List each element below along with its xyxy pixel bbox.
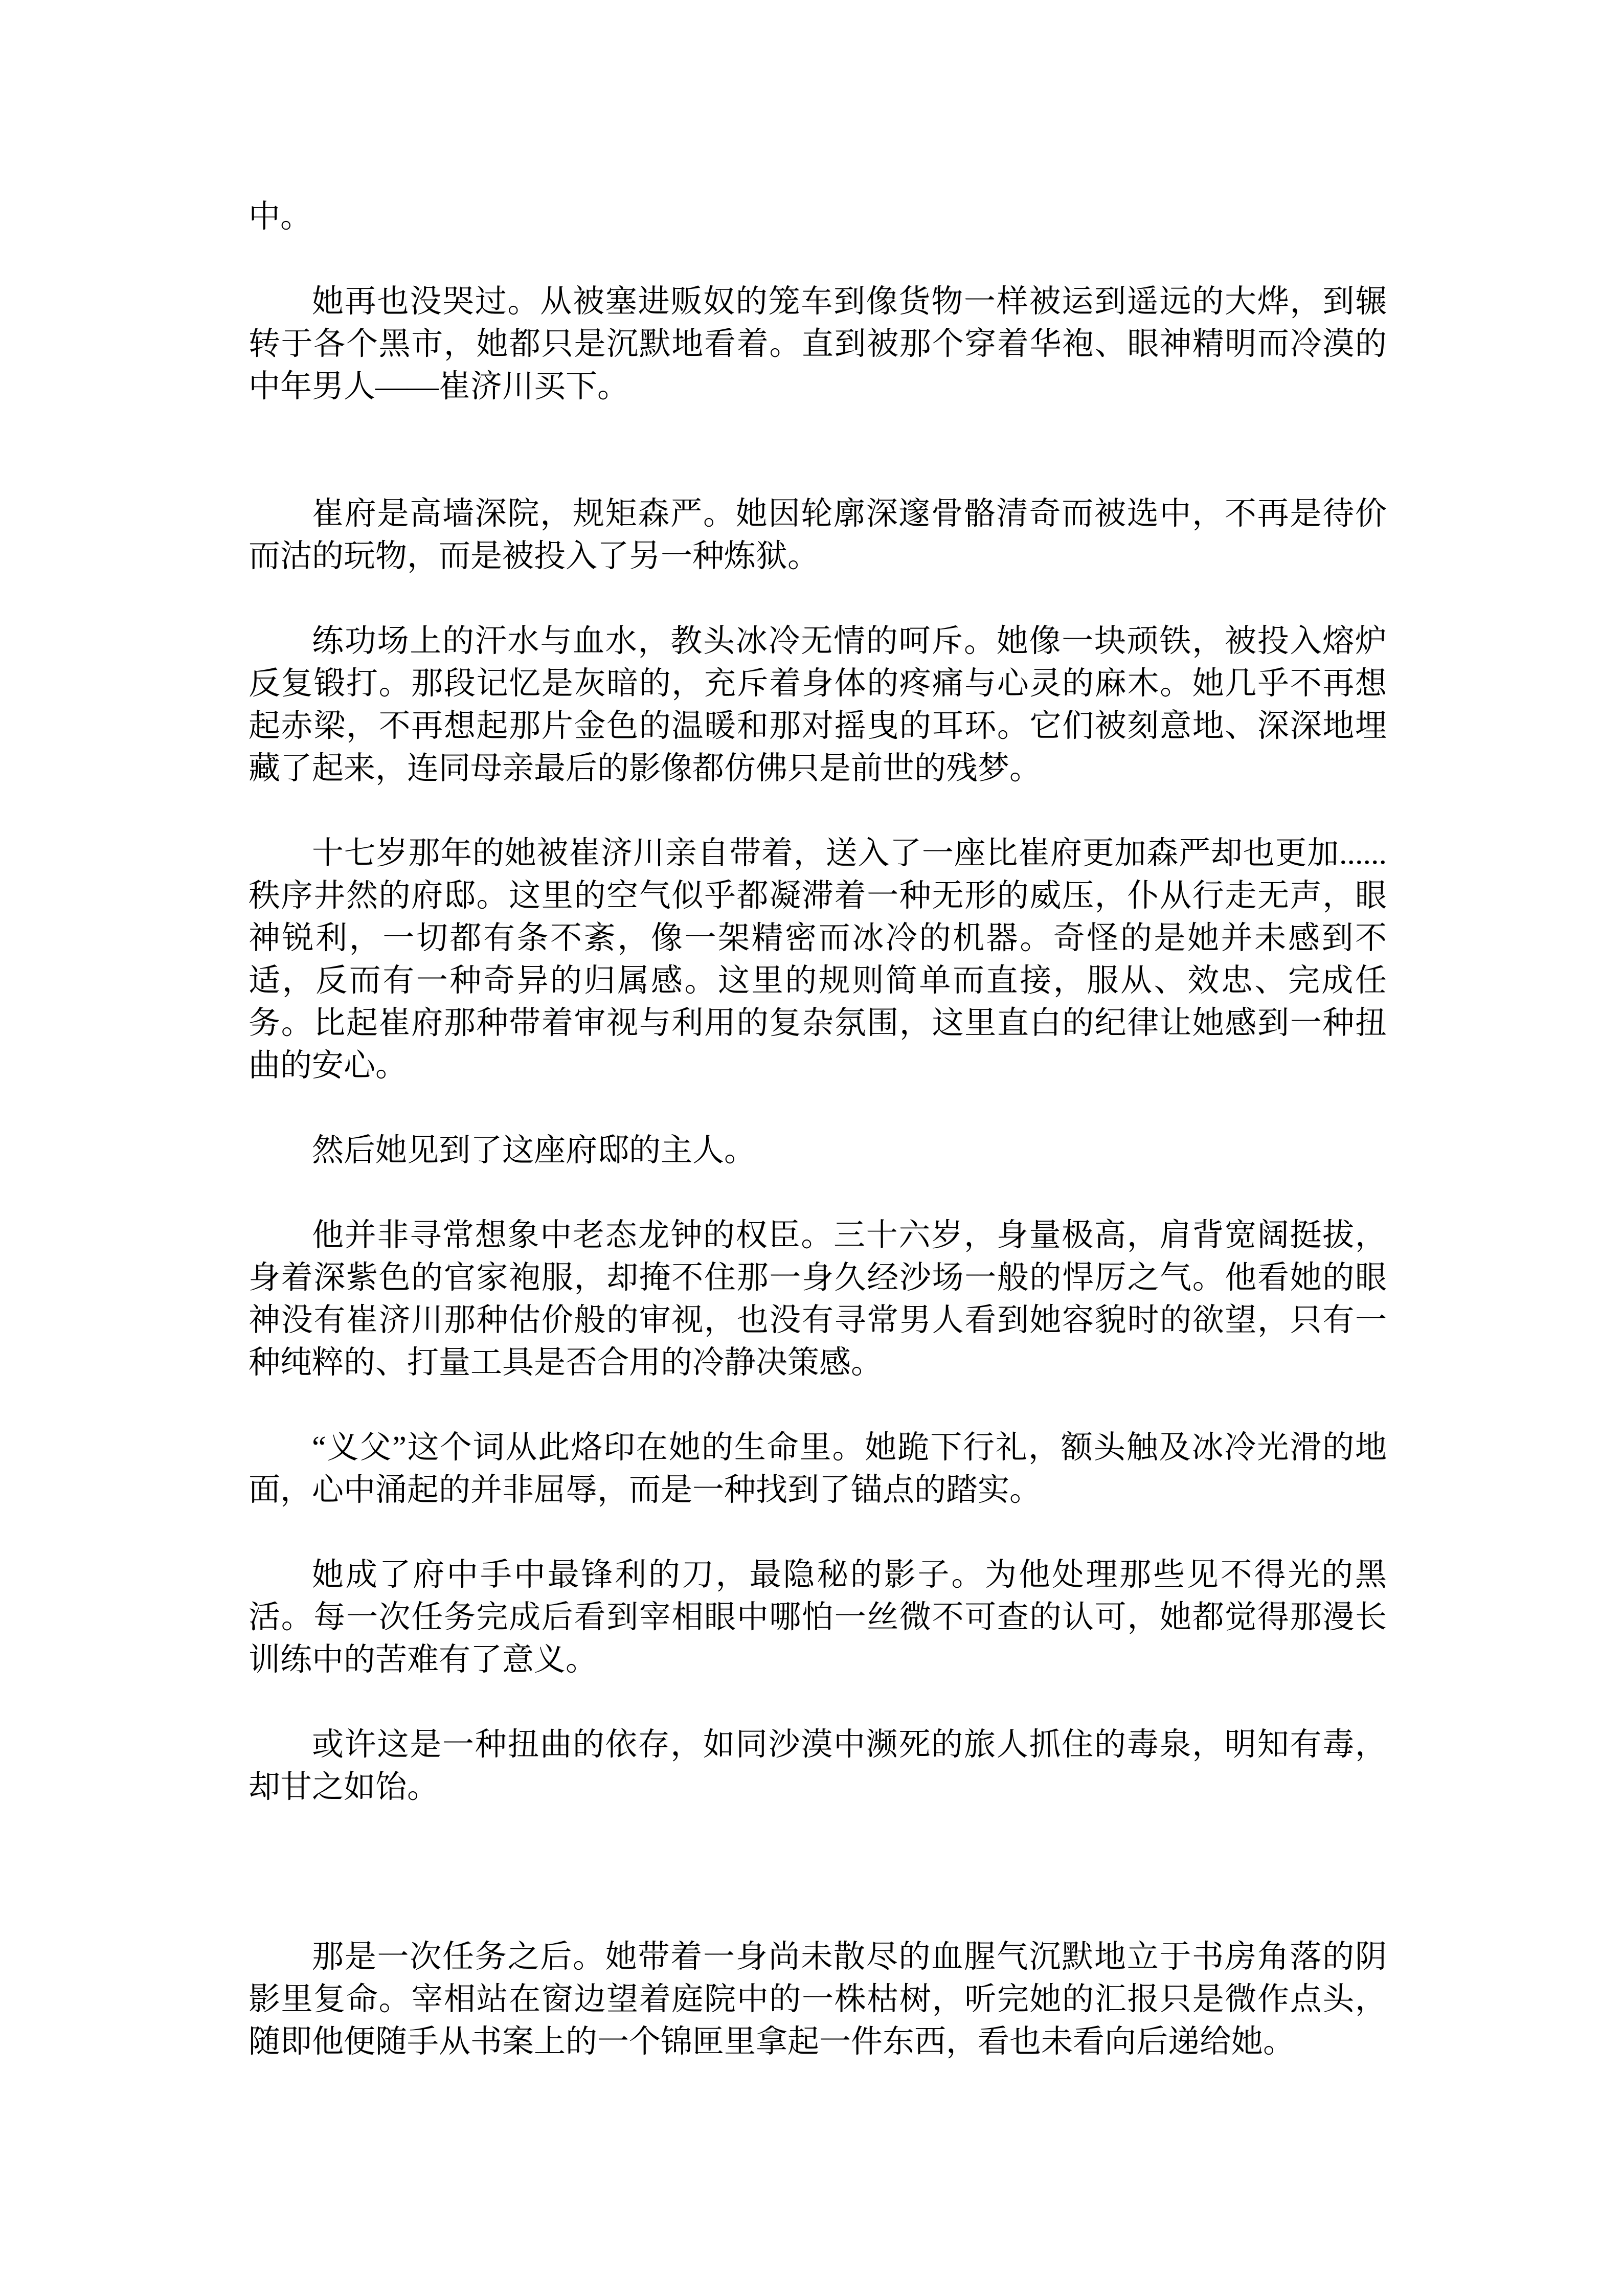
paragraph: “义父”这个词从此烙印在她的生命里。她跪下行礼，额头触及冰冷光滑的地面，心中涌起的并非屈辱，而是一种找到了锚点的踏实。: [249, 1430, 1387, 1507]
paragraph: 十七岁那年的她被崔济川亲自带着，送入了一座比崔府更加森严却也更加......秩序井然的府邸。这里的空气似乎都凝滞着一种无形的威压，仆从行走无声，眼神锐利，一切都有条不紊，像一架精密而冰冷的机器。奇怪的是她并未感到不适，反而有一种奇异的归属感。这里的规则简单而直接，服从、效忠、完成任务。比起崔府那种带着审视与利用的复杂氛围，这里直白的纪律让她感到一种扭曲的安心。: [249, 836, 1387, 1083]
paragraph: 那是一次任务之后。她带着一身尚未散尽的血腥气沉默地立于书房角落的阴影里复命。宰相站在窗边望着庭院中的一株枯树，听完她的汇报只是微作点头，随即他便随手从书案上的一个锦匣里拿起一件东西，看也未看向后递给她。: [249, 1940, 1387, 2059]
paragraph: 她再也没哭过。从被塞进贩奴的笼车到像货物一样被运到遥远的大烨，到辗转于各个黑市，她都只是沉默地看着。直到被那个穿着华袍、眼神精明而冷漠的中年男人——崔济川买下。: [249, 284, 1387, 404]
paragraph: 崔府是高墙深院，规矩森严。她因轮廓深邃骨骼清奇而被选中，不再是待价而沽的玩物，而是被投入了另一种炼狱。: [249, 497, 1387, 574]
paragraph: 然后她见到了这座府邸的主人。: [312, 1133, 756, 1168]
paragraph: 或许这是一种扭曲的依存，如同沙漠中濒死的旅人抓住的毒泉，明知有毒，却甘之如饴。: [249, 1727, 1387, 1805]
paragraph: 练功场上的汗水与血水，教头冰冷无情的呵斥。她像一块顽铁，被投入熔炉反复锻打。那段记忆是灰暗的，充斥着身体的疼痛与心灵的麻木。她几乎不再想起赤梁，不再想起那片金色的温暖和那对摇曳的耳环。它们被刻意地、深深地埋藏了起来，连同母亲最后的影像都仿佛只是前世的残梦。: [249, 624, 1387, 786]
text-block: [249, 196, 1387, 2063]
paragraph: 中。: [249, 199, 312, 234]
paragraph: 她成了府中手中最锋利的刀，最隐秘的影子。为他处理那些见不得光的黑活。每一次任务完成后看到宰相眼中哪怕一丝微不可查的认可，她都觉得那漫长训练中的苦难有了意义。: [249, 1558, 1387, 1677]
paragraph: 他并非寻常想象中老态龙钟的权臣。三十六岁，身量极高，肩背宽阔挺拔，身着深紫色的官家袍服，却掩不住那一身久经沙场一般的悍厉之气。他看她的眼神没有崔济川那种估价般的审视，也没有寻常男人看到她容貌时的欲望，只有一种纯粹的、打量工具是否合用的冷静决策感。: [249, 1218, 1387, 1380]
